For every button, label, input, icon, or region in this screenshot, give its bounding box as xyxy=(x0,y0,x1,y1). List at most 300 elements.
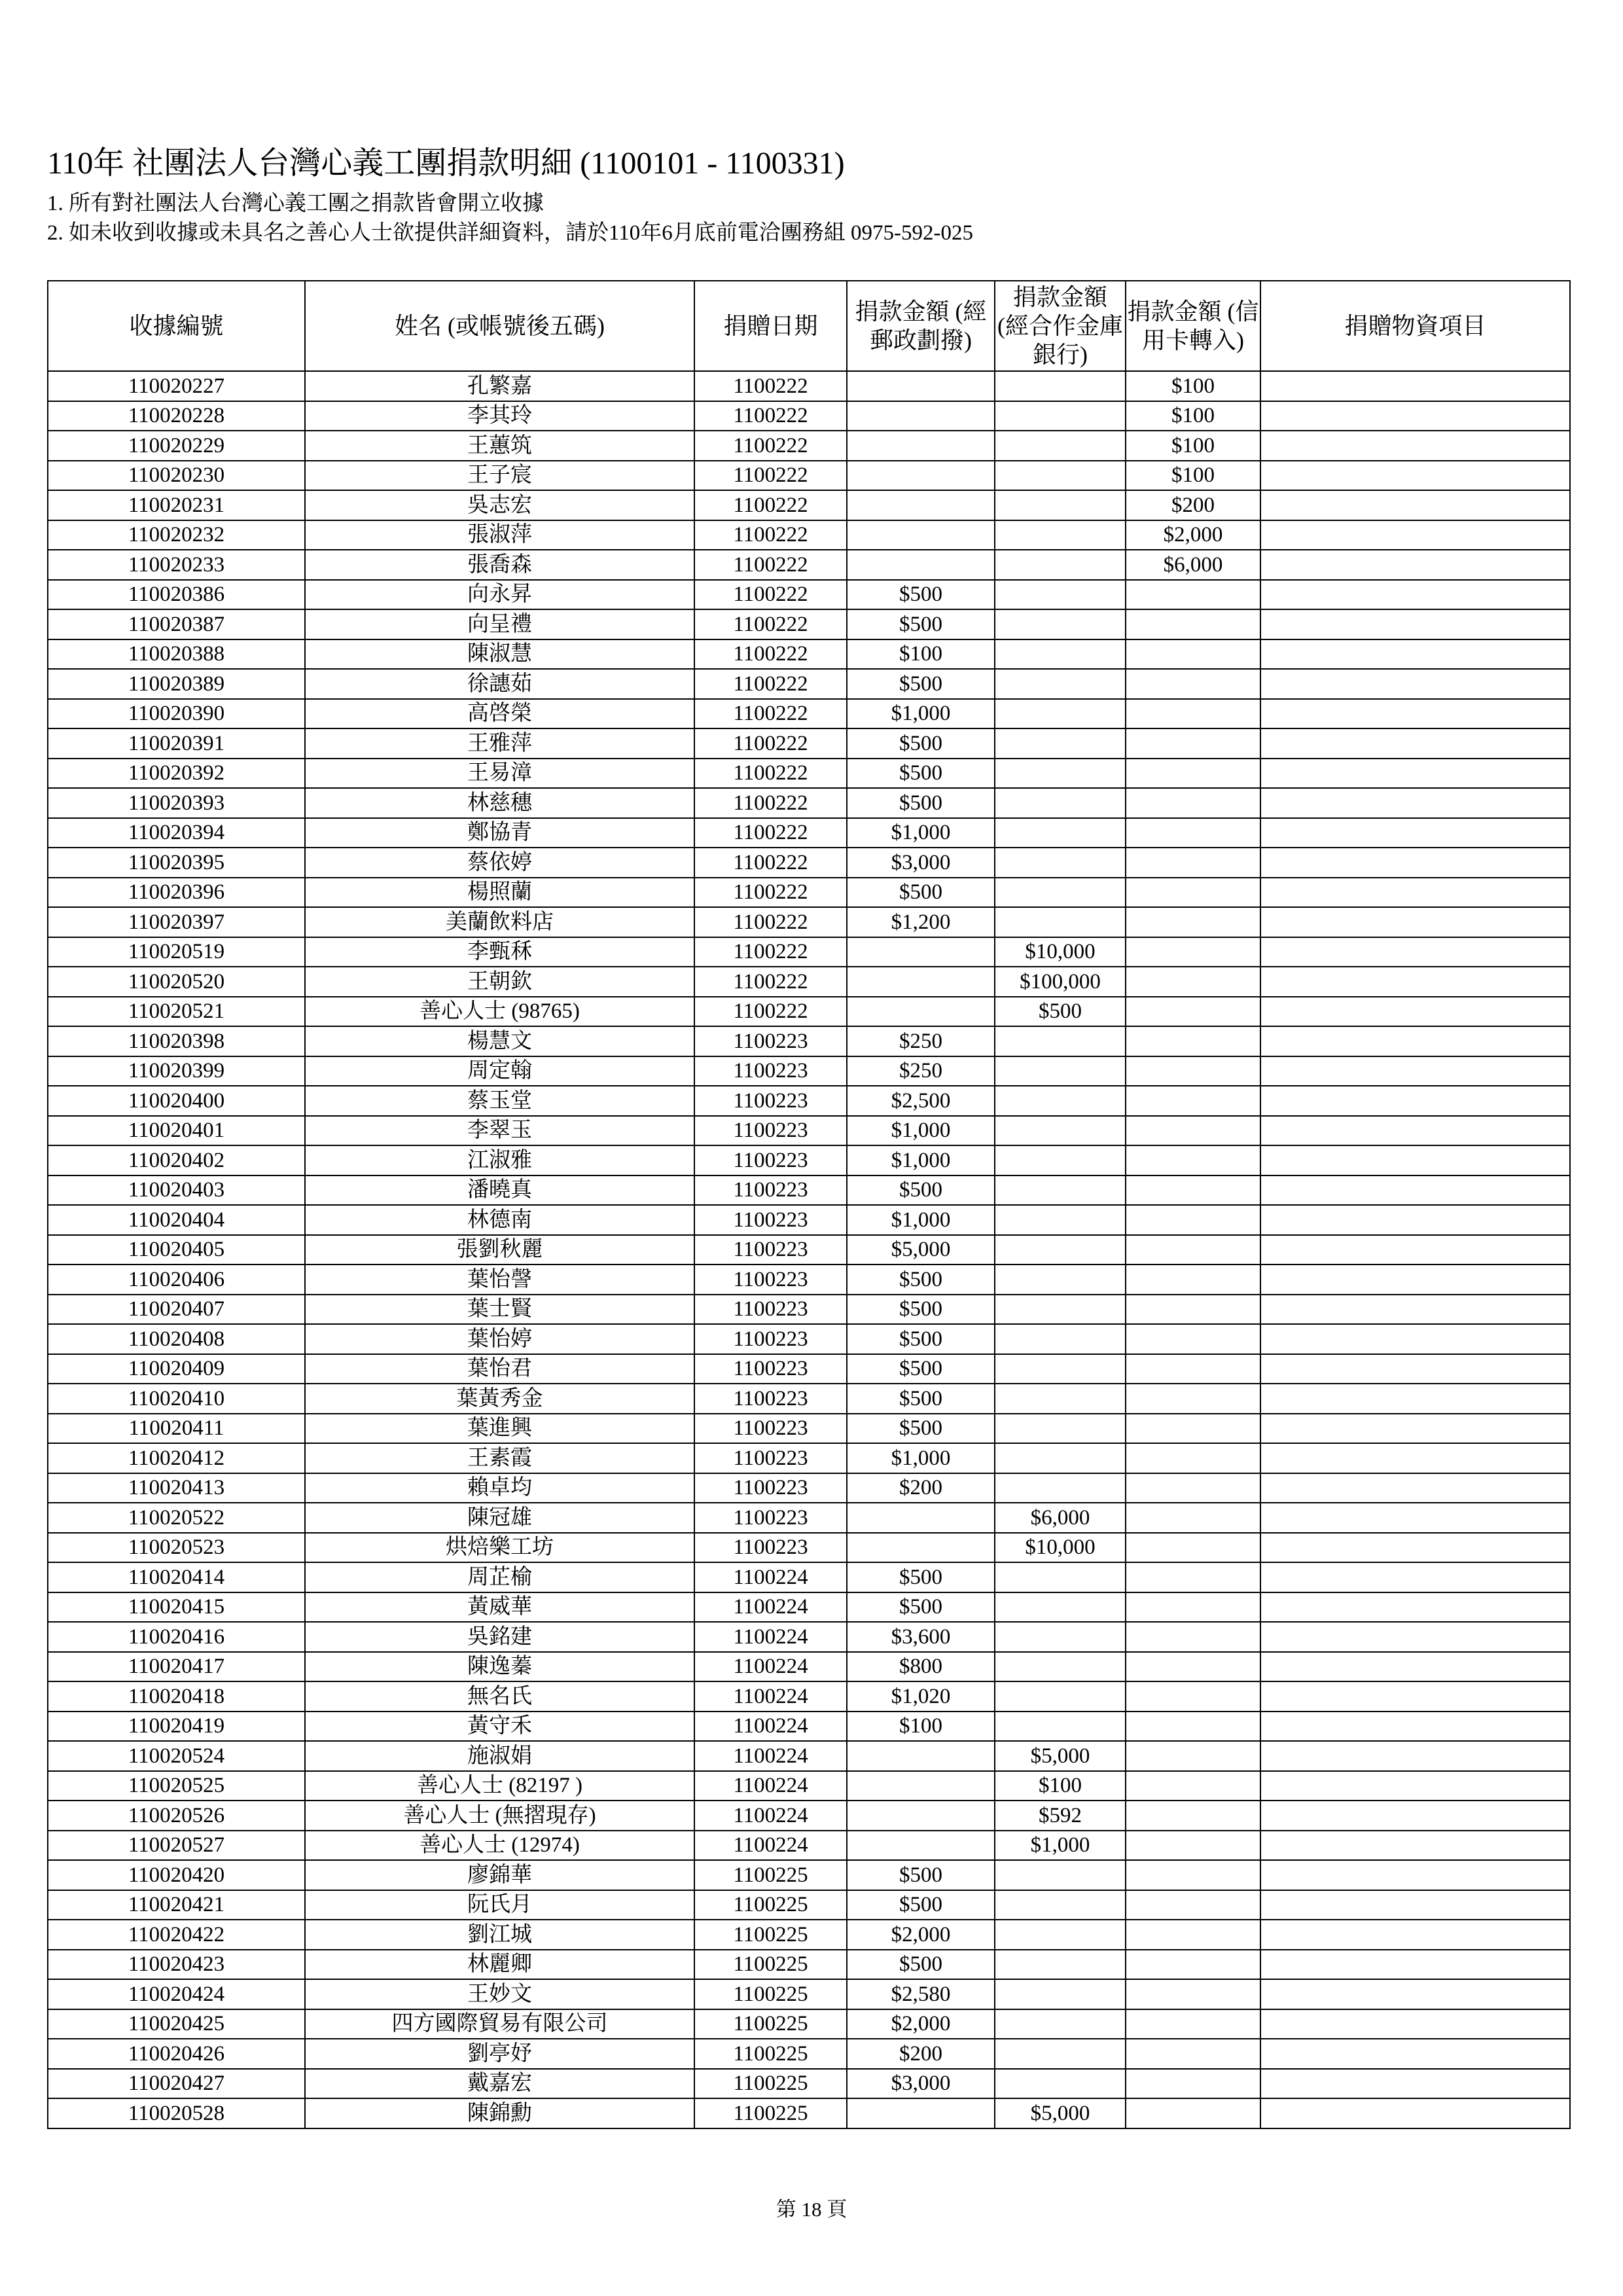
cell-date: 1100222 xyxy=(694,848,847,878)
cell-amount-postal: $3,000 xyxy=(847,2069,995,2099)
cell-amount-bank xyxy=(995,490,1126,520)
table-row xyxy=(48,2098,1570,2128)
cell-amount-bank xyxy=(995,1860,1126,1890)
cell-amount-credit-card xyxy=(1126,1354,1260,1384)
cell-amount-bank xyxy=(995,1086,1126,1116)
table-row xyxy=(48,848,1570,878)
cell-date: 1100223 xyxy=(694,1354,847,1384)
cell-name: 蔡依婷 xyxy=(305,848,694,878)
table-row xyxy=(48,907,1570,937)
cell-name: 戴嘉宏 xyxy=(305,2069,694,2099)
cell-receipt-no: 110020407 xyxy=(48,1295,305,1325)
header-name: 姓名 (或帳號後五碼) xyxy=(305,281,694,371)
cell-name: 周定翰 xyxy=(305,1056,694,1086)
cell-amount-bank xyxy=(995,1622,1126,1652)
cell-amount-postal: $500 xyxy=(847,759,995,789)
cell-amount-postal: $2,580 xyxy=(847,1979,995,2009)
header-receipt-no: 收據編號 xyxy=(48,281,305,371)
cell-name: 陳逸蓁 xyxy=(305,1652,694,1682)
cell-amount-bank xyxy=(995,669,1126,699)
cell-amount-bank: $6,000 xyxy=(995,1503,1126,1533)
cell-amount-bank xyxy=(995,1562,1126,1592)
cell-date: 1100223 xyxy=(694,1235,847,1265)
table-row xyxy=(48,1652,1570,1682)
cell-donated-items xyxy=(1260,728,1570,759)
cell-amount-postal xyxy=(847,2098,995,2128)
cell-amount-postal xyxy=(847,1831,995,1861)
cell-amount-bank xyxy=(995,1890,1126,1920)
cell-amount-credit-card xyxy=(1126,1056,1260,1086)
cell-amount-credit-card xyxy=(1126,1414,1260,1444)
cell-amount-credit-card xyxy=(1126,1801,1260,1831)
cell-amount-bank: $5,000 xyxy=(995,2098,1126,2128)
cell-date: 1100225 xyxy=(694,1979,847,2009)
cell-amount-postal: $250 xyxy=(847,1026,995,1056)
cell-amount-bank xyxy=(995,1354,1126,1384)
cell-date: 1100222 xyxy=(694,461,847,491)
cell-donated-items xyxy=(1260,1414,1570,1444)
cell-amount-postal: $500 xyxy=(847,1414,995,1444)
cell-amount-postal xyxy=(847,461,995,491)
cell-name: 黃守禾 xyxy=(305,1712,694,1742)
cell-name: 葉怡謦 xyxy=(305,1265,694,1295)
cell-amount-postal: $200 xyxy=(847,2039,995,2069)
cell-name: 張喬森 xyxy=(305,550,694,580)
cell-amount-credit-card xyxy=(1126,580,1260,610)
cell-amount-credit-card xyxy=(1126,2039,1260,2069)
table-row xyxy=(48,1265,1570,1295)
cell-amount-postal: $3,000 xyxy=(847,848,995,878)
cell-receipt-no: 110020402 xyxy=(48,1145,305,1175)
header-amount-credit-card: 捐款金額 (信用卡轉入) xyxy=(1126,281,1260,371)
cell-amount-bank xyxy=(995,371,1126,401)
cell-amount-bank xyxy=(995,818,1126,848)
table-row xyxy=(48,639,1570,670)
cell-donated-items xyxy=(1260,1295,1570,1325)
cell-donated-items xyxy=(1260,997,1570,1027)
cell-donated-items xyxy=(1260,1086,1570,1116)
cell-donated-items xyxy=(1260,1860,1570,1890)
cell-donated-items xyxy=(1260,2098,1570,2128)
cell-name: 王朝欽 xyxy=(305,967,694,997)
table-row xyxy=(48,1056,1570,1086)
cell-name: 王雅萍 xyxy=(305,728,694,759)
cell-amount-bank xyxy=(995,2069,1126,2099)
cell-donated-items xyxy=(1260,1205,1570,1235)
cell-name: 王妙文 xyxy=(305,1979,694,2009)
cell-date: 1100223 xyxy=(694,1116,847,1146)
table-row xyxy=(48,1979,1570,2009)
cell-amount-bank xyxy=(995,1116,1126,1146)
cell-date: 1100222 xyxy=(694,431,847,461)
table-row xyxy=(48,788,1570,818)
cell-name: 楊慧文 xyxy=(305,1026,694,1056)
cell-name: 林德南 xyxy=(305,1205,694,1235)
cell-amount-credit-card xyxy=(1126,1235,1260,1265)
cell-amount-bank xyxy=(995,1712,1126,1742)
cell-receipt-no: 110020526 xyxy=(48,1801,305,1831)
cell-name: 四方國際貿易有限公司 xyxy=(305,2009,694,2039)
cell-amount-credit-card xyxy=(1126,1652,1260,1682)
cell-amount-bank: $10,000 xyxy=(995,1533,1126,1563)
cell-date: 1100223 xyxy=(694,1265,847,1295)
table-row xyxy=(48,1235,1570,1265)
cell-amount-credit-card xyxy=(1126,1533,1260,1563)
cell-amount-credit-card xyxy=(1126,1950,1260,1980)
cell-receipt-no: 110020228 xyxy=(48,401,305,431)
cell-receipt-no: 110020233 xyxy=(48,550,305,580)
cell-amount-bank xyxy=(995,1592,1126,1623)
cell-name: 吳志宏 xyxy=(305,490,694,520)
cell-amount-postal: $800 xyxy=(847,1652,995,1682)
cell-amount-bank xyxy=(995,1950,1126,1980)
cell-amount-credit-card: $2,000 xyxy=(1126,520,1260,550)
cell-receipt-no: 110020388 xyxy=(48,639,305,670)
cell-name: 孔繁嘉 xyxy=(305,371,694,401)
cell-name: 林慈穗 xyxy=(305,788,694,818)
cell-name: 烘焙樂工坊 xyxy=(305,1533,694,1563)
cell-receipt-no: 110020422 xyxy=(48,1920,305,1950)
cell-date: 1100224 xyxy=(694,1831,847,1861)
cell-donated-items xyxy=(1260,580,1570,610)
table-row xyxy=(48,1592,1570,1623)
cell-amount-postal: $500 xyxy=(847,1384,995,1414)
cell-date: 1100223 xyxy=(694,1384,847,1414)
cell-receipt-no: 110020427 xyxy=(48,2069,305,2099)
cell-donated-items xyxy=(1260,818,1570,848)
cell-amount-credit-card xyxy=(1126,1384,1260,1414)
cell-date: 1100222 xyxy=(694,639,847,670)
cell-receipt-no: 110020521 xyxy=(48,997,305,1027)
cell-date: 1100225 xyxy=(694,2098,847,2128)
cell-date: 1100224 xyxy=(694,1592,847,1623)
table-row xyxy=(48,1145,1570,1175)
table-row xyxy=(48,1771,1570,1801)
cell-amount-postal: $1,000 xyxy=(847,699,995,729)
cell-amount-bank: $592 xyxy=(995,1801,1126,1831)
table-row xyxy=(48,1473,1570,1503)
page-number: 第 18 頁 xyxy=(776,2198,847,2221)
cell-donated-items xyxy=(1260,1324,1570,1354)
cell-donated-items xyxy=(1260,967,1570,997)
table-row xyxy=(48,1324,1570,1354)
cell-name: 李翠玉 xyxy=(305,1116,694,1146)
cell-name: 陳淑慧 xyxy=(305,639,694,670)
cell-donated-items xyxy=(1260,1265,1570,1295)
cell-date: 1100223 xyxy=(694,1443,847,1473)
table-row xyxy=(48,1443,1570,1473)
cell-date: 1100223 xyxy=(694,1086,847,1116)
cell-amount-bank xyxy=(995,609,1126,639)
cell-receipt-no: 110020406 xyxy=(48,1265,305,1295)
cell-amount-postal: $250 xyxy=(847,1056,995,1086)
cell-name: 廖錦華 xyxy=(305,1860,694,1890)
cell-donated-items xyxy=(1260,907,1570,937)
table-row xyxy=(48,1503,1570,1533)
cell-receipt-no: 110020231 xyxy=(48,490,305,520)
cell-amount-credit-card xyxy=(1126,1175,1260,1206)
cell-date: 1100224 xyxy=(694,1681,847,1712)
table-header-row xyxy=(48,281,1570,371)
cell-receipt-no: 110020227 xyxy=(48,371,305,401)
cell-amount-postal: $3,600 xyxy=(847,1622,995,1652)
cell-receipt-no: 110020391 xyxy=(48,728,305,759)
cell-name: 黃威華 xyxy=(305,1592,694,1623)
cell-amount-postal: $2,000 xyxy=(847,2009,995,2039)
cell-date: 1100224 xyxy=(694,1622,847,1652)
cell-donated-items xyxy=(1260,1622,1570,1652)
cell-date: 1100222 xyxy=(694,371,847,401)
cell-date: 1100222 xyxy=(694,818,847,848)
cell-donated-items xyxy=(1260,759,1570,789)
cell-amount-credit-card xyxy=(1126,1443,1260,1473)
cell-receipt-no: 110020523 xyxy=(48,1533,305,1563)
cell-name: 葉黃秀金 xyxy=(305,1384,694,1414)
cell-donated-items xyxy=(1260,1712,1570,1742)
cell-date: 1100223 xyxy=(694,1175,847,1206)
cell-date: 1100223 xyxy=(694,1145,847,1175)
cell-amount-postal xyxy=(847,371,995,401)
cell-donated-items xyxy=(1260,401,1570,431)
cell-amount-postal: $500 xyxy=(847,1592,995,1623)
cell-amount-credit-card: $100 xyxy=(1126,431,1260,461)
cell-date: 1100222 xyxy=(694,759,847,789)
cell-amount-postal: $2,500 xyxy=(847,1086,995,1116)
cell-donated-items xyxy=(1260,1562,1570,1592)
cell-amount-credit-card xyxy=(1126,2098,1260,2128)
table-row xyxy=(48,1950,1570,1980)
cell-donated-items xyxy=(1260,1592,1570,1623)
cell-name: 善心人士 (12974) xyxy=(305,1831,694,1861)
cell-amount-credit-card xyxy=(1126,1503,1260,1533)
cell-donated-items xyxy=(1260,669,1570,699)
cell-date: 1100222 xyxy=(694,401,847,431)
cell-amount-bank xyxy=(995,1324,1126,1354)
table-row xyxy=(48,818,1570,848)
cell-receipt-no: 110020230 xyxy=(48,461,305,491)
cell-amount-bank xyxy=(995,907,1126,937)
cell-amount-bank: $500 xyxy=(995,997,1126,1027)
cell-receipt-no: 110020401 xyxy=(48,1116,305,1146)
table-row xyxy=(48,461,1570,491)
cell-date: 1100224 xyxy=(694,1652,847,1682)
cell-date: 1100225 xyxy=(694,1890,847,1920)
cell-name: 陳錦勳 xyxy=(305,2098,694,2128)
cell-amount-credit-card: $200 xyxy=(1126,490,1260,520)
cell-amount-postal xyxy=(847,1771,995,1801)
cell-amount-bank xyxy=(995,550,1126,580)
cell-name: 劉江城 xyxy=(305,1920,694,1950)
cell-amount-postal: $200 xyxy=(847,1473,995,1503)
cell-amount-bank xyxy=(995,699,1126,729)
table-row xyxy=(48,1890,1570,1920)
table-row xyxy=(48,759,1570,789)
cell-amount-credit-card: $100 xyxy=(1126,401,1260,431)
cell-receipt-no: 110020527 xyxy=(48,1831,305,1861)
cell-amount-postal: $500 xyxy=(847,1175,995,1206)
cell-date: 1100222 xyxy=(694,669,847,699)
cell-date: 1100225 xyxy=(694,1860,847,1890)
cell-amount-postal xyxy=(847,520,995,550)
cell-amount-postal: $500 xyxy=(847,580,995,610)
note-contact: 2. 如未收到收據或未具名之善心人士欲提供詳細資料，請於110年6月底前電洽團務組 0975-592-025 xyxy=(47,221,974,245)
cell-name: 鄭協青 xyxy=(305,818,694,848)
cell-amount-bank xyxy=(995,1265,1126,1295)
table-row xyxy=(48,1384,1570,1414)
cell-amount-credit-card xyxy=(1126,2009,1260,2039)
cell-amount-credit-card xyxy=(1126,788,1260,818)
cell-amount-credit-card xyxy=(1126,1712,1260,1742)
cell-amount-postal xyxy=(847,937,995,967)
cell-name: 阮氏月 xyxy=(305,1890,694,1920)
cell-amount-credit-card xyxy=(1126,848,1260,878)
cell-amount-bank xyxy=(995,848,1126,878)
cell-receipt-no: 110020392 xyxy=(48,759,305,789)
cell-donated-items xyxy=(1260,1443,1570,1473)
cell-donated-items xyxy=(1260,2009,1570,2039)
cell-receipt-no: 110020229 xyxy=(48,431,305,461)
cell-date: 1100225 xyxy=(694,2009,847,2039)
cell-date: 1100224 xyxy=(694,1712,847,1742)
cell-donated-items xyxy=(1260,1652,1570,1682)
cell-receipt-no: 110020393 xyxy=(48,788,305,818)
cell-amount-bank xyxy=(995,1681,1126,1712)
table-row xyxy=(48,550,1570,580)
cell-name: 美蘭飲料店 xyxy=(305,907,694,937)
cell-amount-bank xyxy=(995,878,1126,908)
cell-donated-items xyxy=(1260,878,1570,908)
donation-table xyxy=(47,280,1571,2129)
cell-amount-credit-card xyxy=(1126,967,1260,997)
cell-name: 楊照蘭 xyxy=(305,878,694,908)
cell-receipt-no: 110020387 xyxy=(48,609,305,639)
cell-receipt-no: 110020519 xyxy=(48,937,305,967)
cell-date: 1100223 xyxy=(694,1295,847,1325)
cell-receipt-no: 110020396 xyxy=(48,878,305,908)
cell-name: 施淑娟 xyxy=(305,1741,694,1771)
cell-date: 1100225 xyxy=(694,2069,847,2099)
cell-amount-bank xyxy=(995,1414,1126,1444)
cell-donated-items xyxy=(1260,1831,1570,1861)
cell-receipt-no: 110020524 xyxy=(48,1741,305,1771)
cell-name: 葉士賢 xyxy=(305,1295,694,1325)
cell-name: 王子宸 xyxy=(305,461,694,491)
cell-receipt-no: 110020423 xyxy=(48,1950,305,1980)
cell-donated-items xyxy=(1260,1026,1570,1056)
cell-amount-credit-card xyxy=(1126,1116,1260,1146)
cell-date: 1100222 xyxy=(694,937,847,967)
cell-amount-credit-card xyxy=(1126,2069,1260,2099)
cell-date: 1100222 xyxy=(694,788,847,818)
cell-amount-credit-card xyxy=(1126,818,1260,848)
cell-amount-credit-card xyxy=(1126,1979,1260,2009)
cell-name: 周芷榆 xyxy=(305,1562,694,1592)
cell-amount-bank xyxy=(995,2009,1126,2039)
cell-receipt-no: 110020404 xyxy=(48,1205,305,1235)
cell-date: 1100222 xyxy=(694,699,847,729)
cell-receipt-no: 110020390 xyxy=(48,699,305,729)
cell-amount-credit-card: $6,000 xyxy=(1126,550,1260,580)
table-row xyxy=(48,937,1570,967)
cell-receipt-no: 110020415 xyxy=(48,1592,305,1623)
cell-donated-items xyxy=(1260,1175,1570,1206)
cell-name: 王易漳 xyxy=(305,759,694,789)
cell-amount-credit-card xyxy=(1126,1831,1260,1861)
cell-amount-bank xyxy=(995,788,1126,818)
cell-amount-bank xyxy=(995,1979,1126,2009)
cell-receipt-no: 110020424 xyxy=(48,1979,305,2009)
table-row xyxy=(48,1831,1570,1861)
cell-amount-postal xyxy=(847,1801,995,1831)
cell-receipt-no: 110020410 xyxy=(48,1384,305,1414)
cell-amount-bank xyxy=(995,1295,1126,1325)
cell-name: 向呈禮 xyxy=(305,609,694,639)
cell-name: 潘曉真 xyxy=(305,1175,694,1206)
cell-amount-postal: $2,000 xyxy=(847,1920,995,1950)
table-row xyxy=(48,1175,1570,1206)
cell-amount-credit-card xyxy=(1126,1086,1260,1116)
cell-amount-credit-card xyxy=(1126,1265,1260,1295)
cell-amount-postal: $1,000 xyxy=(847,1443,995,1473)
cell-donated-items xyxy=(1260,1801,1570,1831)
table-row xyxy=(48,699,1570,729)
cell-amount-bank: $100,000 xyxy=(995,967,1126,997)
table-row xyxy=(48,1860,1570,1890)
cell-receipt-no: 110020408 xyxy=(48,1324,305,1354)
cell-amount-postal: $500 xyxy=(847,1354,995,1384)
table-row xyxy=(48,1741,1570,1771)
table-row xyxy=(48,371,1570,401)
cell-receipt-no: 110020426 xyxy=(48,2039,305,2069)
cell-amount-bank: $5,000 xyxy=(995,1741,1126,1771)
cell-amount-bank xyxy=(995,1175,1126,1206)
cell-receipt-no: 110020398 xyxy=(48,1026,305,1056)
cell-donated-items xyxy=(1260,2039,1570,2069)
cell-receipt-no: 110020400 xyxy=(48,1086,305,1116)
cell-amount-credit-card xyxy=(1126,1562,1260,1592)
cell-date: 1100222 xyxy=(694,580,847,610)
cell-date: 1100224 xyxy=(694,1562,847,1592)
table-row xyxy=(48,1086,1570,1116)
cell-receipt-no: 110020405 xyxy=(48,1235,305,1265)
cell-amount-postal: $1,200 xyxy=(847,907,995,937)
table-row xyxy=(48,1681,1570,1712)
cell-amount-credit-card xyxy=(1126,669,1260,699)
cell-amount-postal xyxy=(847,967,995,997)
cell-date: 1100222 xyxy=(694,609,847,639)
cell-name: 善心人士 (無摺現存) xyxy=(305,1801,694,1831)
table-row xyxy=(48,1414,1570,1444)
cell-name: 葉怡婷 xyxy=(305,1324,694,1354)
cell-donated-items xyxy=(1260,609,1570,639)
cell-name: 吳銘建 xyxy=(305,1622,694,1652)
table-row xyxy=(48,1295,1570,1325)
cell-date: 1100223 xyxy=(694,1026,847,1056)
cell-date: 1100223 xyxy=(694,1503,847,1533)
cell-amount-bank xyxy=(995,1920,1126,1950)
cell-amount-credit-card xyxy=(1126,1860,1260,1890)
cell-name: 李甄秝 xyxy=(305,937,694,967)
table-row xyxy=(48,580,1570,610)
cell-amount-postal: $1,000 xyxy=(847,1145,995,1175)
cell-amount-bank xyxy=(995,401,1126,431)
cell-amount-bank xyxy=(995,1145,1126,1175)
cell-amount-credit-card xyxy=(1126,1473,1260,1503)
cell-donated-items xyxy=(1260,1920,1570,1950)
cell-amount-bank xyxy=(995,1205,1126,1235)
cell-receipt-no: 110020399 xyxy=(48,1056,305,1086)
table-body xyxy=(48,371,1570,2128)
